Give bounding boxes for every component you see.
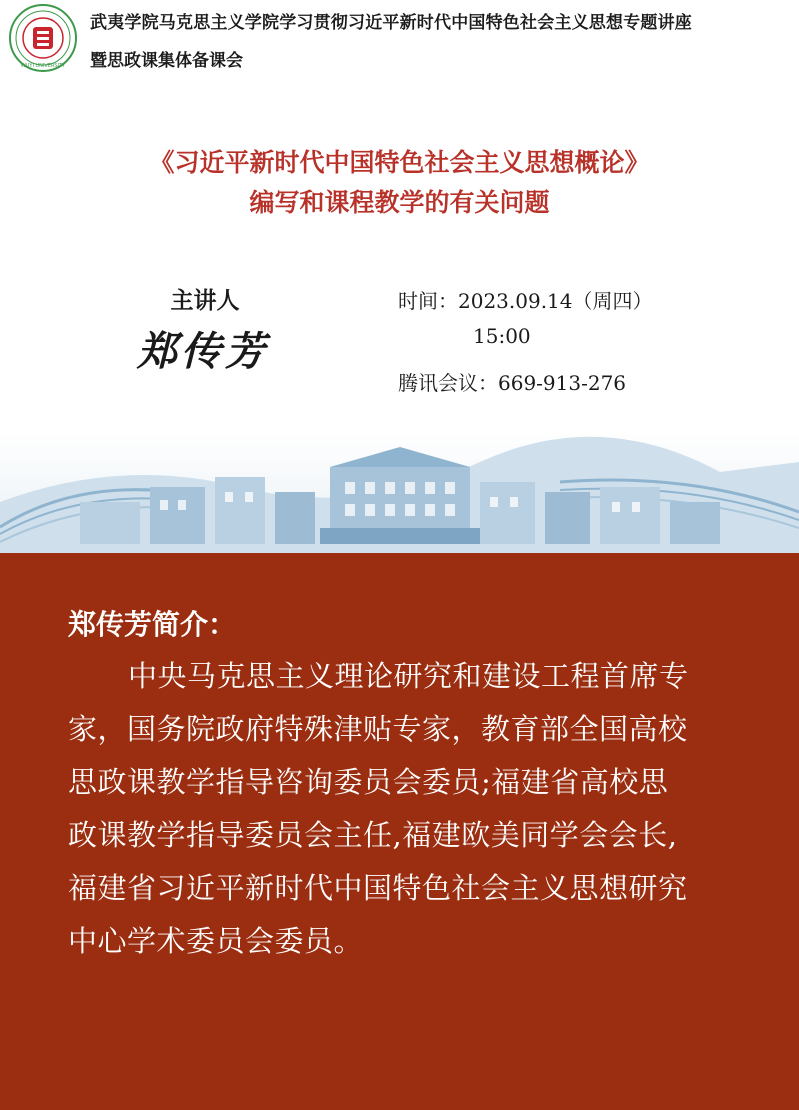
bio-line-1: 中央马克思主义理论研究和建设工程首席专 xyxy=(128,659,689,693)
header-line-1: 武夷学院马克思主义学院学习贯彻习近平新时代中国特色社会主义思想专题讲座 xyxy=(90,13,692,33)
lecture-title-line-1: 《习近平新时代中国特色社会主义思想概论》 xyxy=(149,148,650,177)
meeting-id: 腾讯会议：669-913-276 xyxy=(398,371,627,395)
event-time: 时间：2023.09.14（周四） xyxy=(398,289,653,313)
speaker-name: 郑传芳 xyxy=(137,328,269,375)
bio-line-2: 家，国务院政府特殊津贴专家，教育部全国高校 xyxy=(68,712,688,746)
svg-text:WUYI UNIVERSITY: WUYI UNIVERSITY xyxy=(20,63,66,69)
speaker-label: 主讲人 xyxy=(170,288,240,314)
lecture-title-line-2: 编写和课程教学的有关问题 xyxy=(249,188,550,217)
event-clock: 15:00 xyxy=(473,324,531,348)
bio-line-3: 思政课教学指导咨询委员会委员;福建省高校思 xyxy=(68,765,669,799)
bio-line-5: 福建省习近平新时代中国特色社会主义思想研究 xyxy=(68,871,688,905)
bio-line-4: 政课教学指导委员会主任,福建欧美同学会会长, xyxy=(68,818,678,852)
university-seal-logo xyxy=(8,3,78,73)
bio-line-6: 中心学术委员会委员。 xyxy=(68,924,364,958)
header-line-2: 暨思政课集体备课会 xyxy=(90,51,243,71)
bio-title: 郑传芳简介： xyxy=(68,608,237,641)
campus-illustration xyxy=(0,432,799,557)
